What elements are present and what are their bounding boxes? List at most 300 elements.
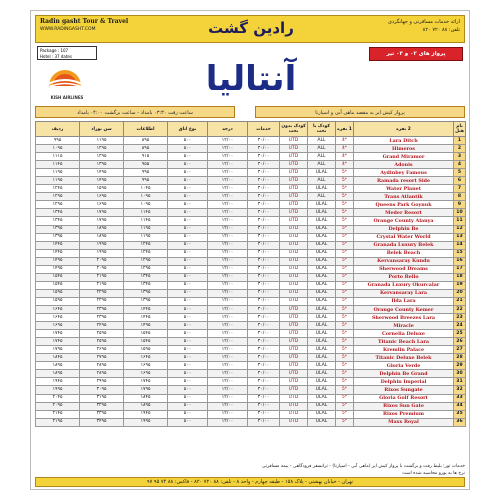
table-cell: ۱۲/۰۰ <box>208 322 248 330</box>
table-cell: ULAL <box>308 305 336 313</box>
hotel-name-cell: Rixos Sungate <box>354 386 454 394</box>
table-row <box>36 169 466 177</box>
table-cell: ۱۲/۰۰ <box>208 177 248 185</box>
table-cell: ULAL <box>308 225 336 233</box>
table-cell: ۱۲۹۵ <box>124 265 168 273</box>
table-cell: ۱۲۹۵ <box>36 193 80 201</box>
table-cell: ULAL <box>308 249 336 257</box>
table-cell: 5* <box>336 338 354 346</box>
table-cell: ۵۰۰ <box>168 362 208 370</box>
table-cell: 5* <box>336 330 354 338</box>
table-row <box>36 410 466 418</box>
table-cell: ۱۷۹۵ <box>80 209 124 217</box>
table-cell: ۱۸۹۵ <box>36 370 80 378</box>
table-row <box>36 330 466 338</box>
airline-label: KISH AIRLINES <box>50 95 84 100</box>
table-cell: ۵۰۰ <box>168 394 208 402</box>
table-cell: UTD <box>280 169 308 177</box>
table-cell: ۱۲/۰۰ <box>208 338 248 346</box>
table-cell: ۱۲/۰۰ <box>208 257 248 265</box>
table-cell: ۵۰۰ <box>168 314 208 322</box>
table-row <box>36 201 466 209</box>
table-cell: ۱۶۹۵ <box>36 322 80 330</box>
table-cell: ۲۰۹۵ <box>80 265 124 273</box>
row-number-cell: 16 <box>454 257 466 265</box>
table-cell: ۹۹۵ <box>124 169 168 177</box>
table-cell: 5* <box>336 322 354 330</box>
table-cell: ۱۲/۰۰ <box>208 233 248 241</box>
table-cell: ULAL <box>308 265 336 273</box>
table-cell: ۱۲۹۵ <box>124 257 168 265</box>
row-number-cell: 32 <box>454 386 466 394</box>
table-cell: ۳۰/۰۰ <box>248 354 280 362</box>
table-cell: ۱۱۱۵ <box>36 153 80 161</box>
table-cell: ۱۴۹۵ <box>124 322 168 330</box>
table-cell: ۲۱۹۵ <box>36 418 80 426</box>
table-cell: UTD <box>280 370 308 378</box>
row-number-cell: 2 <box>454 145 466 153</box>
table-cell: ۱۶۴۵ <box>36 305 80 313</box>
table-cell: ۱۲/۰۰ <box>208 354 248 362</box>
table-row <box>36 289 466 297</box>
row-number-cell: 8 <box>454 193 466 201</box>
table-row <box>36 418 466 426</box>
table-cell: 5* <box>336 241 354 249</box>
table-cell: UTD <box>280 322 308 330</box>
table-cell: ۱۸۴۵ <box>124 394 168 402</box>
table-cell: UTD <box>280 297 308 305</box>
row-number-cell: 7 <box>454 185 466 193</box>
table-cell: ۳۰/۰۰ <box>248 169 280 177</box>
package-line-1: Package : 107 <box>40 48 69 53</box>
table-cell: ULAL <box>308 273 336 281</box>
hotel-name-cell: Granada Luxury Okurcalar <box>354 281 454 289</box>
table-cell: ۲۲۹۵ <box>80 297 124 305</box>
table-cell: ۳۰/۰۰ <box>248 225 280 233</box>
hotel-name-cell: Delphin Imperial <box>354 378 454 386</box>
row-number-cell: 11 <box>454 217 466 225</box>
table-cell: UTD <box>280 217 308 225</box>
table-cell: ۱۸۹۵ <box>124 402 168 410</box>
table-cell: ۳۰/۰۰ <box>248 362 280 370</box>
table-cell: ۱۳۴۵ <box>36 209 80 217</box>
table-cell: ۳۴۹۵ <box>80 418 124 426</box>
table-cell: ۳۲۹۵ <box>80 402 124 410</box>
table-cell: 5* <box>336 209 354 217</box>
col-header: خدمات <box>248 122 280 137</box>
price-list-sheet <box>30 10 470 490</box>
table-cell: ۳۰/۰۰ <box>248 145 280 153</box>
table-cell: ALL <box>308 153 336 161</box>
table-cell: ۱۴۴۵ <box>36 249 80 257</box>
table-cell: ۵۰۰ <box>168 402 208 410</box>
table-cell: ۸۹۵ <box>124 137 168 145</box>
table-row <box>36 386 466 394</box>
table-cell: ۵۰۰ <box>168 346 208 354</box>
table-cell: UTD <box>280 153 308 161</box>
table-cell: ۳۰/۰۰ <box>248 370 280 378</box>
row-number-cell: 19 <box>454 281 466 289</box>
table-cell: ۱۵۹۵ <box>124 346 168 354</box>
table-row <box>36 177 466 185</box>
hotel-name-cell: Adonis <box>354 161 454 169</box>
table-cell: 5* <box>336 225 354 233</box>
row-number-cell: 30 <box>454 370 466 378</box>
table-cell: ۵۰۰ <box>168 378 208 386</box>
table-cell: ۱۱۴۵ <box>124 209 168 217</box>
table-cell: ۲۳۹۵ <box>80 305 124 313</box>
hotel-name-cell: Meder Resort <box>354 209 454 217</box>
table-cell: ۱۲/۰۰ <box>208 305 248 313</box>
table-cell: ۱۰۹۵ <box>36 145 80 153</box>
table-cell: ۳۰/۰۰ <box>248 330 280 338</box>
table-cell: ۳۰/۰۰ <box>248 257 280 265</box>
table-cell: ۵۰۰ <box>168 217 208 225</box>
table-cell: UTD <box>280 305 308 313</box>
table-cell: ۳۰/۰۰ <box>248 177 280 185</box>
table-cell: ۵۰۰ <box>168 185 208 193</box>
table-cell: ۵۰۰ <box>168 233 208 241</box>
table-cell: UTD <box>280 378 308 386</box>
hotel-price-table <box>35 121 466 427</box>
table-row <box>36 161 466 169</box>
row-number-cell: 27 <box>454 346 466 354</box>
row-number-cell: 33 <box>454 394 466 402</box>
table-cell: ۲۷۹۵ <box>80 354 124 362</box>
table-cell: ۱۲/۰۰ <box>208 145 248 153</box>
table-cell: ۲۶۹۵ <box>80 346 124 354</box>
table-cell: ULAL <box>308 201 336 209</box>
col-header: سن نوزاد <box>80 122 124 137</box>
table-cell: ULAL <box>308 330 336 338</box>
table-cell: ULAL <box>308 233 336 241</box>
col-header: نام هتل <box>454 122 466 137</box>
table-cell: 5* <box>336 201 354 209</box>
table-cell: ۲۱۹۵ <box>80 281 124 289</box>
table-cell: ۱۵۹۵ <box>36 297 80 305</box>
table-cell: 5* <box>336 418 354 426</box>
table-cell: ۱۲۴۵ <box>36 185 80 193</box>
table-cell: 4* <box>336 145 354 153</box>
table-cell: ULAL <box>308 241 336 249</box>
table-cell: ULAL <box>308 209 336 217</box>
table-cell: 5* <box>336 410 354 418</box>
table-cell: ULAL <box>308 402 336 410</box>
table-cell: 5* <box>336 233 354 241</box>
col-header: ردیف <box>36 122 80 137</box>
table-cell: ۲۲۹۵ <box>80 289 124 297</box>
table-cell: ۳۰/۰۰ <box>248 217 280 225</box>
table-cell: ۵۰۰ <box>168 137 208 145</box>
flight-info-row <box>35 106 465 118</box>
table-cell: UTD <box>280 137 308 145</box>
table-cell: ۵۰۰ <box>168 161 208 169</box>
table-cell: ULAL <box>308 297 336 305</box>
table-cell: ۳۰/۰۰ <box>248 193 280 201</box>
row-number-cell: 36 <box>454 418 466 426</box>
table-cell: ۳۰/۰۰ <box>248 402 280 410</box>
table-cell: ۵۰۰ <box>168 410 208 418</box>
table-row <box>36 265 466 273</box>
table-row <box>36 193 466 201</box>
table-cell: ۱۲/۰۰ <box>208 153 248 161</box>
table-cell: 5* <box>336 177 354 185</box>
table-cell: ۲۸۹۵ <box>80 362 124 370</box>
row-number-cell: 21 <box>454 297 466 305</box>
hotel-name-cell: Delphin Be Grand <box>354 370 454 378</box>
table-cell: UTD <box>280 386 308 394</box>
table-cell: ۵۰۰ <box>168 330 208 338</box>
table-cell: UTD <box>280 225 308 233</box>
table-cell: ۱۳۹۵ <box>124 297 168 305</box>
table-cell: ۵۰۰ <box>168 209 208 217</box>
table-cell: 5* <box>336 249 354 257</box>
table-cell: ۳۰/۰۰ <box>248 137 280 145</box>
table-cell: ۱۲/۰۰ <box>208 249 248 257</box>
hotel-name-cell: Ramada resort Side <box>354 177 454 185</box>
table-cell: ALL <box>308 177 336 185</box>
row-number-cell: 35 <box>454 410 466 418</box>
table-cell: ۱۴۴۵ <box>124 314 168 322</box>
hotel-name-cell: Delphin Be <box>354 225 454 233</box>
agency-phone: تلفن: ۸۸ ۷۲۰ ۸۲۰ <box>422 27 460 33</box>
table-cell: ۲۸۹۵ <box>80 370 124 378</box>
table-cell: UTD <box>280 418 308 426</box>
table-cell: ۳۳۹۵ <box>80 410 124 418</box>
table-cell: ۱۷۴۵ <box>36 330 80 338</box>
table-cell: ULAL <box>308 322 336 330</box>
row-number-cell: 10 <box>454 209 466 217</box>
table-cell: ۱۹۹۵ <box>124 418 168 426</box>
table-cell: ۱۳۹۵ <box>36 225 80 233</box>
table-row <box>36 281 466 289</box>
table-cell: ۱۲۹۵ <box>36 201 80 209</box>
table-cell: ALL <box>308 137 336 145</box>
table-cell: ۱۸۴۵ <box>36 354 80 362</box>
table-cell: ۲۵۹۵ <box>80 338 124 346</box>
table-cell: ۳۰/۰۰ <box>248 281 280 289</box>
table-cell: ۱۲/۰۰ <box>208 193 248 201</box>
hotel-name-cell: Orange County Kemer <box>354 305 454 313</box>
agency-name-en: Radin gasht Tour & Travel <box>40 18 129 25</box>
hotel-name-cell: Porto Bello <box>354 273 454 281</box>
table-cell: ALL <box>308 193 336 201</box>
hotel-name-cell: Kervansaray Kundu <box>354 257 454 265</box>
table-cell: ۳۰/۰۰ <box>248 153 280 161</box>
hotel-name-cell: Cornelia Deluxe <box>354 330 454 338</box>
hotel-name-cell: Granada Luxury Belek <box>354 241 454 249</box>
table-cell: ۱۴۹۵ <box>36 257 80 265</box>
table-cell: ۵۰۰ <box>168 257 208 265</box>
table-cell: ۵۰۰ <box>168 322 208 330</box>
table-cell: ۱۳۹۵ <box>80 161 124 169</box>
table-cell: ۱۹۴۵ <box>36 378 80 386</box>
table-cell: ۱۷۹۵ <box>80 217 124 225</box>
table-cell: ۱۳۴۵ <box>36 217 80 225</box>
table-cell: ۲۱۹۵ <box>80 273 124 281</box>
table-cell: ۱۶۹۵ <box>124 362 168 370</box>
table-cell: ۱۲/۰۰ <box>208 281 248 289</box>
table-cell: ۱۷۴۵ <box>36 338 80 346</box>
hotel-name-cell: Titanic Deluxe Belek <box>354 354 454 362</box>
table-cell: ALL <box>308 145 336 153</box>
table-cell: ۲۰۴۵ <box>36 394 80 402</box>
table-cell: ۳۰/۰۰ <box>248 322 280 330</box>
table-row <box>36 362 466 370</box>
table-cell: UTD <box>280 273 308 281</box>
table-cell: ۸۹۵ <box>124 145 168 153</box>
row-number-cell: 28 <box>454 354 466 362</box>
table-cell: ۱۵۴۵ <box>124 330 168 338</box>
table-cell: 5* <box>336 402 354 410</box>
table-cell: 5* <box>336 354 354 362</box>
row-number-cell: 17 <box>454 265 466 273</box>
agency-website: WWW.RADINGASHT.COM <box>40 27 96 32</box>
table-cell: ۱۲/۰۰ <box>208 386 248 394</box>
flight-dates-tag: پرواز های ۰۲ و ۰۳ تیر <box>369 47 463 61</box>
table-cell: ۳۰۹۵ <box>80 386 124 394</box>
hotel-name-cell: Lara Ditch <box>354 137 454 145</box>
table-row <box>36 346 466 354</box>
table-cell: 5* <box>336 362 354 370</box>
table-cell: ULAL <box>308 370 336 378</box>
table-cell: UTD <box>280 177 308 185</box>
table-cell: UTD <box>280 257 308 265</box>
table-cell: 5* <box>336 273 354 281</box>
table-cell: ۵۰۰ <box>168 201 208 209</box>
table-cell: ۱۹۹۵ <box>80 249 124 257</box>
table-cell: ۱۲/۰۰ <box>208 209 248 217</box>
table-cell: ۵۰۰ <box>168 338 208 346</box>
col-header: 1 نفره <box>336 122 354 137</box>
table-cell: ULAL <box>308 217 336 225</box>
table-cell: 5* <box>336 394 354 402</box>
table-cell: 5* <box>336 297 354 305</box>
table-cell: ۱۸۹۵ <box>80 233 124 241</box>
table-cell: ۵۰۰ <box>168 386 208 394</box>
table-cell: ۳۰/۰۰ <box>248 233 280 241</box>
flight-times: ساعت رفت ۰۳:۳۰ بامداد - ساعت برگشت ۰۴:۰۰ بامداد <box>35 106 235 118</box>
table-cell: ۲۰۹۵ <box>80 257 124 265</box>
table-cell: ۱۱۹۵ <box>124 233 168 241</box>
hotel-name-cell: Gloria Golf Resort <box>354 394 454 402</box>
table-cell: ۳۱۹۵ <box>80 394 124 402</box>
table-cell: ۱۲/۰۰ <box>208 161 248 169</box>
table-cell: 5* <box>336 305 354 313</box>
table-cell: ۱۳۴۵ <box>124 273 168 281</box>
table-cell: ۱۲/۰۰ <box>208 273 248 281</box>
table-cell: UTD <box>280 161 308 169</box>
table-row <box>36 185 466 193</box>
table-cell: UTD <box>280 265 308 273</box>
row-number-cell: 5 <box>454 169 466 177</box>
table-cell: UTD <box>280 249 308 257</box>
table-cell: ۱۲۴۵ <box>124 241 168 249</box>
table-cell: ۱۵۴۵ <box>36 281 80 289</box>
table-cell: ۱۹۹۵ <box>36 386 80 394</box>
table-cell: 5* <box>336 378 354 386</box>
table-cell: ۱۲/۰۰ <box>208 289 248 297</box>
table-cell: ۳۰/۰۰ <box>248 418 280 426</box>
table-cell: ۱۲/۰۰ <box>208 330 248 338</box>
row-number-cell: 31 <box>454 378 466 386</box>
table-cell: ۳۰/۰۰ <box>248 265 280 273</box>
table-cell: ۱۲/۰۰ <box>208 217 248 225</box>
table-cell: ۳۰/۰۰ <box>248 378 280 386</box>
table-cell: ۱۰۹۵ <box>124 201 168 209</box>
table-cell: ۵۰۰ <box>168 305 208 313</box>
table-cell: UTD <box>280 289 308 297</box>
table-row <box>36 370 466 378</box>
table-row <box>36 225 466 233</box>
hotel-name-cell: Crystal Water World <box>354 233 454 241</box>
table-cell: ۵۰۰ <box>168 241 208 249</box>
table-cell: UTD <box>280 410 308 418</box>
table-cell: ۵۰۰ <box>168 265 208 273</box>
table-row <box>36 314 466 322</box>
table-cell: ۱۲/۰۰ <box>208 394 248 402</box>
table-row <box>36 249 466 257</box>
table-cell: UTD <box>280 346 308 354</box>
hotel-name-cell: Water Planet <box>354 185 454 193</box>
col-header: کودک با تخت <box>308 122 336 137</box>
hotel-name-cell: Kervansaray Lara <box>354 289 454 297</box>
table-cell: ULAL <box>308 257 336 265</box>
row-number-cell: 29 <box>454 362 466 370</box>
table-row <box>36 153 466 161</box>
table-cell: UTD <box>280 145 308 153</box>
table-cell: ULAL <box>308 386 336 394</box>
row-number-cell: 22 <box>454 305 466 313</box>
table-cell: UTD <box>280 201 308 209</box>
table-cell: ۱۱۴۵ <box>124 217 168 225</box>
table-cell: ۱۰۴۵ <box>124 185 168 193</box>
row-number-cell: 3 <box>454 153 466 161</box>
table-cell: ۵۰۰ <box>168 225 208 233</box>
table-cell: 5* <box>336 257 354 265</box>
table-cell: ULAL <box>308 281 336 289</box>
table-cell: ۱۲۹۵ <box>80 153 124 161</box>
table-cell: ۱۲/۰۰ <box>208 362 248 370</box>
table-cell: ULAL <box>308 185 336 193</box>
table-cell: ۵۰۰ <box>168 354 208 362</box>
table-cell: ۱۴۴۵ <box>124 305 168 313</box>
table-cell: ۵۰۰ <box>168 177 208 185</box>
table-cell: 5* <box>336 346 354 354</box>
table-cell: UTD <box>280 338 308 346</box>
table-cell: ۱۹۹۵ <box>80 241 124 249</box>
table-cell: ULAL <box>308 354 336 362</box>
table-cell: ۱۵۹۵ <box>80 185 124 193</box>
table-cell: ۱۷۹۵ <box>36 346 80 354</box>
services-note: خدمات تور: بلیط رفت و برگشت با پرواز کیش ایر (ماهی آبی - اسپارتا) - ترانسفر فرودگاهی - بیمه مسافرتی <box>262 464 465 469</box>
table-cell: ۱۲/۰۰ <box>208 402 248 410</box>
hotel-name-cell: Belek Beach <box>354 249 454 257</box>
table-cell: UTD <box>280 354 308 362</box>
hotel-name-cell: Queens Park Goynuk <box>354 201 454 209</box>
table-cell: ۳۰/۰۰ <box>248 338 280 346</box>
row-number-cell: 13 <box>454 233 466 241</box>
table-row <box>36 273 466 281</box>
table-cell: 5* <box>336 370 354 378</box>
table-cell: ۱۱۹۵ <box>36 169 80 177</box>
table-cell: ۹۵۵ <box>124 161 168 169</box>
table-row <box>36 233 466 241</box>
table-cell: ۳۰/۰۰ <box>248 305 280 313</box>
footer-notes <box>35 463 465 477</box>
table-row <box>36 322 466 330</box>
hotel-name-cell: Rixos Sun Gate <box>354 402 454 410</box>
